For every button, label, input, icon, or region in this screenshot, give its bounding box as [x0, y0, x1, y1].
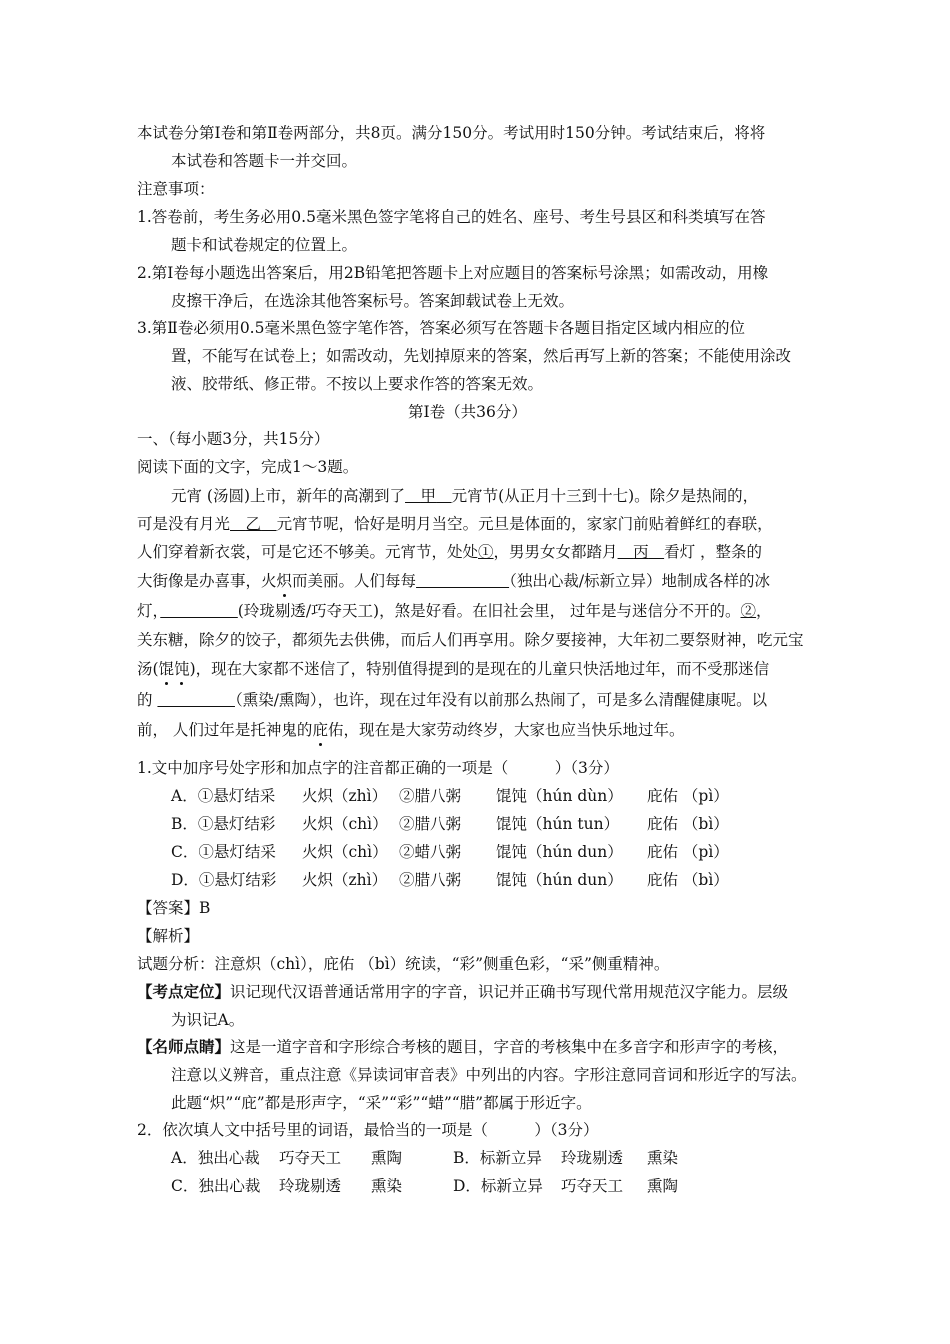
kaodian-tag: 【考点定位】 [137, 982, 231, 1001]
passage-text: 大街像是办喜事，火 [137, 572, 277, 590]
passage-text: ，男男女女都踏月 [493, 543, 618, 561]
passage-line [137, 690, 767, 710]
option-part: 庇佑 （bì） [647, 815, 729, 833]
passage-line [137, 601, 772, 621]
kaodian-text-cont: 为识记A。 [171, 1011, 245, 1029]
passage-line [137, 571, 770, 591]
mingshi-text-cont: 注意以义辨音，重点注意《异读词审音表》中列出的内容。字形注意同音词和形近字的写法。 [171, 1066, 807, 1084]
option-part: ②腊八粥 [399, 815, 462, 833]
dotted-char: 馄 [158, 660, 175, 678]
option-part: 玲珑剔透 [279, 1177, 342, 1195]
blank-jia: 甲 [420, 487, 437, 505]
passage-line [137, 659, 769, 679]
option-part: 馄饨（hún tun） [496, 815, 620, 833]
passage-text: 佑，现在是大家劳动终岁，大家也应当快乐地过年。 [327, 721, 685, 739]
option-part: D．标新立异 [453, 1177, 543, 1195]
passage-text: 元宵 (汤圆)上市，新年的高潮到了 [171, 487, 406, 505]
section-title: 第Ⅰ卷（共36分） [408, 403, 527, 421]
notice-item-2: 2.第Ⅰ卷每小题选出答案后，用2B铅笔把答题卡上对应题目的答案标号涂黑；如需改动，用橡 [137, 264, 769, 282]
notice-item-3-cont: 液、胶带纸、修正带。不按以上要求作答的答案无效。 [171, 375, 544, 393]
option-part: B．标新立异 [453, 1149, 542, 1167]
passage-text: ， [756, 602, 772, 620]
option-part: 火炽（chì） [302, 843, 388, 861]
option-part: 馄饨（hún dùn） [496, 787, 623, 805]
instruction: 阅读下面的文字，完成1～3题。 [137, 458, 359, 476]
option-a [171, 786, 771, 806]
option-part: 火炽（zhì） [302, 871, 388, 889]
blank-bing: 丙 [633, 543, 649, 561]
passage-text: )，现在大家都不迷信了，特别值得提到的是现在的儿童只快活地过年，而不受那迷信 [189, 660, 770, 678]
option-part: ②腊八粥 [399, 787, 462, 805]
blank-yi: 乙 [245, 515, 262, 533]
option-part: 熏染 [371, 1177, 403, 1195]
passage-text: （熏染/熏陶），也许，现在过年没有以前那么热闹了，可是多么清醒健康呢。以 [234, 691, 768, 709]
mingshi-tag: 【名师点睛】 [137, 1037, 231, 1056]
kaodian-line [137, 982, 788, 1002]
passage-text: 汤( [137, 660, 159, 678]
fill-blank [157, 691, 235, 709]
fill-blank [160, 602, 238, 620]
passage-text: 的 [137, 691, 158, 709]
passage-text: 灯， [137, 602, 161, 620]
option-c [171, 842, 771, 862]
option-part: 熏染 [647, 1149, 679, 1167]
dotted-char: 庇 [312, 721, 328, 739]
question-1-stem: 1.文中加序号处字形和加点字的注音都正确的一项是（ ）（3分） [137, 759, 619, 777]
passage-line [137, 542, 762, 562]
option-part: 庇佑 （bì） [647, 871, 729, 889]
intro-line: 本试卷和答题卡一并交回。 [171, 152, 358, 170]
dotted-char: 炽 [276, 572, 293, 590]
marker-1: ① [478, 543, 494, 561]
kaodian-text: 识记现代汉语普通话常用字的字音，识记并正确书写现代常用规范汉字能力。层级 [230, 983, 789, 1001]
option-part: 庇佑 （pì） [647, 787, 729, 805]
passage-text: 而美丽。人们每每 [292, 572, 417, 590]
passage-line [137, 720, 684, 740]
option-part: C．①悬灯结采 [171, 843, 276, 861]
option-part: ②腊八粥 [399, 871, 462, 889]
mingshi-line [137, 1037, 788, 1057]
notice-title: 注意事项： [137, 180, 215, 198]
option-part: 熏陶 [371, 1149, 403, 1167]
passage-text: 看灯 ，整条的 [664, 543, 763, 561]
option-part: 巧夺天工 [561, 1177, 624, 1195]
part-heading: 一、（每小题3分，共15分） [137, 430, 330, 448]
passage-text: (玲珑剔透/巧夺天工)，煞是好看。在旧社会里， 过年是与迷信分不开的。 [237, 602, 741, 620]
notice-item-1: 1.答卷前，考生务必用0.5毫米黑色签字笔将自己的姓名、座号、考生号县区和科类填写在答 [137, 208, 766, 226]
notice-item-2-cont: 皮擦干净后，在选涂其他答案标号。答案卸载试卷上无效。 [171, 292, 575, 310]
option-part: 玲珑剔透 [561, 1149, 624, 1167]
option-part: 巧夺天工 [279, 1149, 342, 1167]
intro-line: 本试卷分第Ⅰ卷和第Ⅱ卷两部分，共8页。满分150分。考试用时150分钟。考试结束后，将将 [137, 124, 766, 142]
passage-line [137, 514, 773, 534]
option-part: 熏陶 [647, 1177, 679, 1195]
answer-line [137, 898, 210, 918]
option-part: 火炽（zhì） [302, 787, 388, 805]
passage-text: 前， 人们过年是托神鬼的 [137, 721, 313, 739]
passage-text: （独出心裁/标新立异）地制成各样的冰 [509, 572, 771, 590]
mingshi-text-cont: 此题“炽”“庇”都是形声字，“采”“彩”“蜡”“腊”都属于形近字。 [171, 1094, 592, 1112]
option-part: A．独出心裁 [171, 1149, 260, 1167]
q2-options-row [171, 1148, 731, 1168]
answer-tag: 【答案】 [137, 899, 200, 917]
option-part: ②蜡八粥 [399, 843, 462, 861]
analysis-tag: 【解析】 [137, 927, 200, 945]
question-2-stem: 2．依次填人文中括号里的词语，最恰当的一项是（ ）（3分） [137, 1121, 599, 1139]
passage-line [171, 486, 758, 506]
notice-item-3-cont: 置，不能写在试卷上；如需改动，先划掉原来的答案，然后再写上新的答案；不能使用涂改 [171, 347, 792, 365]
passage-line: 关东糖，除夕的饺子，都须先去供佛，而后人们再享用。除夕要接神，大年初二要祭财神，吃元宝 [137, 631, 804, 649]
option-b [171, 814, 771, 834]
passage-text: 元宵节呢，恰好是明月当空。元旦是体面的，家家门前贴着鲜红的春联， [276, 515, 773, 533]
passage-text: 可是没有月光 [137, 515, 231, 533]
analysis-text: 试题分析：注意炽（chì），庇佑 （bì）统读，“彩”侧重色彩，“采”侧重精神。 [137, 955, 670, 973]
notice-item-3: 3.第Ⅱ卷必须用0.5毫米黑色签字笔作答，答案必须写在答题卡各题目指定区域内相应的位 [137, 319, 745, 337]
option-part: 火炽（chì） [302, 815, 388, 833]
option-part: 庇佑 （pì） [647, 843, 729, 861]
option-part: A．①悬灯结采 [171, 787, 276, 805]
option-part: D．①悬灯结彩 [171, 871, 277, 889]
option-d [171, 870, 771, 890]
option-part: 馄饨（hún dun） [496, 843, 623, 861]
dotted-char: 饨 [174, 660, 190, 678]
passage-text: 人们穿着新衣裳，可是它还不够美。元宵节，处处 [137, 543, 479, 561]
passage-text: 元宵节(从正月十三到十七)。除夕是热闹的， [451, 487, 759, 505]
marker-2: ② [740, 602, 757, 620]
notice-item-1-cont: 题卡和试卷规定的位置上。 [171, 236, 358, 254]
fill-blank [416, 572, 509, 590]
answer-value: B [199, 899, 211, 917]
q2-options-row [171, 1176, 731, 1196]
option-part: 馄饨（hún dun） [496, 871, 623, 889]
option-part: C．独出心裁 [171, 1177, 261, 1195]
mingshi-text: 这是一道字音和字形综合考核的题目，字音的考核集中在多音字和形声字的考核， [230, 1038, 789, 1056]
option-part: B．①悬灯结彩 [171, 815, 276, 833]
